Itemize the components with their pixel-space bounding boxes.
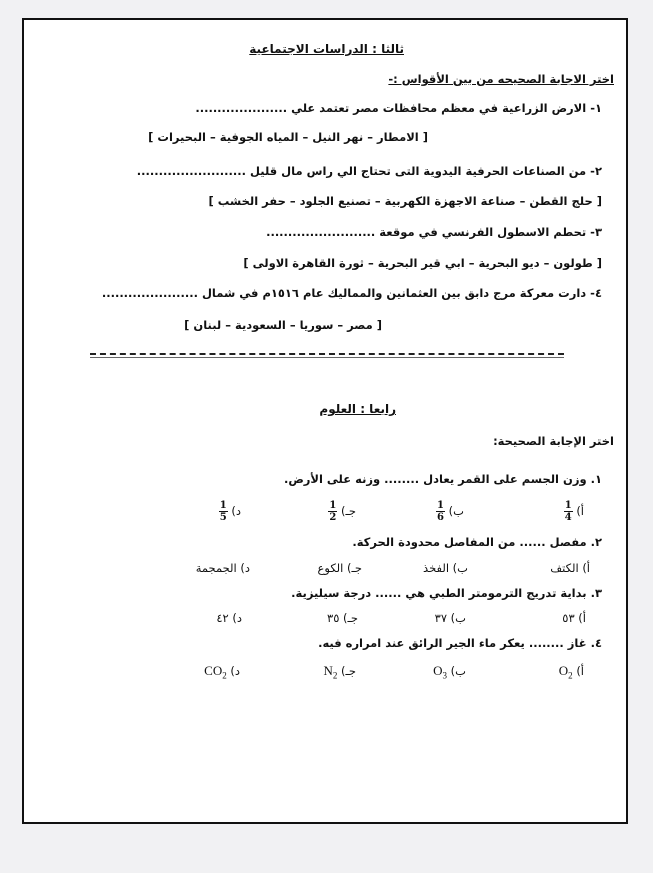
- science-question-4: ٤. غاز ........ يعكر ماء الجير الرائق عند امراره فيه.: [318, 636, 602, 650]
- science-question-2: ٢. مفصل ...... من المفاصل محدودة الحركة.: [352, 535, 602, 549]
- option-b: ب) ٣٧: [434, 611, 466, 625]
- chemical-formula: $O_2$: [558, 663, 573, 681]
- question-choices: [ طولون – ديو البحرية – ابي قير البحرية – ثورة القاهرة الاولى ]: [243, 256, 602, 270]
- option-a: أ) الكتف: [550, 561, 590, 575]
- fraction: $\frac{1}{2}$: [329, 500, 337, 523]
- option-label: ب): [450, 664, 466, 678]
- option-c: [328, 500, 356, 523]
- section-title-science: رابعا : العلوم: [319, 402, 396, 416]
- section-title-social: ثالثا : الدراسات الاجتماعية: [249, 42, 404, 56]
- option-d: [219, 500, 241, 523]
- science-question-3: ٣. بداية تدريج الترمومتر الطبي هي ...... درجة سيليزية.: [291, 586, 602, 600]
- option-b: ب) الفخذ: [423, 561, 468, 575]
- option-c: جـ) ٣٥: [327, 611, 358, 625]
- option-label: د): [230, 664, 240, 678]
- question-text: ٤- دارت معركة مرج دابق بين العثمانين والمماليك عام ١٥١٦م في شمال ......................: [101, 286, 602, 300]
- question-choices: [ حلج القطن – صناعة الاجهزة الكهربية – تصنيع الجلود – حفر الخشب ]: [208, 194, 602, 208]
- option-label: أ): [576, 664, 584, 678]
- option-label: أ): [576, 504, 584, 518]
- instruction-science: اختر الإجابة الصحيحة:: [493, 434, 614, 448]
- option-c: جـ) الكوع: [317, 561, 362, 575]
- instruction-social: اختر الاجابة الصحيحه من بين الأقواس :-: [388, 72, 614, 86]
- option-label: د): [231, 504, 241, 518]
- option-d: د) الجمجمة: [195, 561, 250, 575]
- section-divider-line: [90, 357, 564, 358]
- option-a: أ) ٥٣: [562, 611, 586, 625]
- option-label: جـ): [341, 504, 356, 518]
- exam-sheet: [22, 18, 628, 824]
- fraction: $\frac{1}{4}$: [564, 500, 572, 523]
- option-c: [323, 663, 356, 681]
- option-b: [433, 663, 466, 681]
- fraction: $\frac{1}{5}$: [219, 500, 227, 523]
- chemical-formula: $O_3$: [433, 663, 448, 681]
- option-b: [436, 500, 464, 523]
- option-a: [559, 663, 584, 681]
- option-a: [564, 500, 584, 523]
- chemical-formula: $CO_2$: [204, 663, 227, 681]
- option-label: جـ): [341, 664, 356, 678]
- chemical-formula: $N_2$: [323, 663, 338, 681]
- section-divider: [90, 353, 564, 355]
- option-label: ب): [448, 504, 464, 518]
- question-text: ٢- من الصناعات الحرفية اليدوية التى تحتاج الي راس مال قليل .........................: [136, 164, 602, 178]
- question-choices: [ مصر – سوريا – السعودية – لبنان ]: [184, 318, 382, 332]
- question-text: ٣- تحطم الاسطول الفرنسي في موقعة .........................: [266, 225, 602, 239]
- option-d: د) ٤٢: [216, 611, 242, 625]
- question-choices: [ الامطار – نهر النيل – المياه الجوفية – البحيرات ]: [148, 130, 428, 144]
- question-text: ١- الارض الزراعية في معظم محافظات مصر تعتمد علي .....................: [195, 101, 602, 115]
- science-question-1: ١. وزن الجسم على القمر يعادل ........ وزنه على الأرض.: [283, 472, 602, 486]
- fraction: $\frac{1}{6}$: [437, 500, 445, 523]
- option-d: [204, 663, 240, 681]
